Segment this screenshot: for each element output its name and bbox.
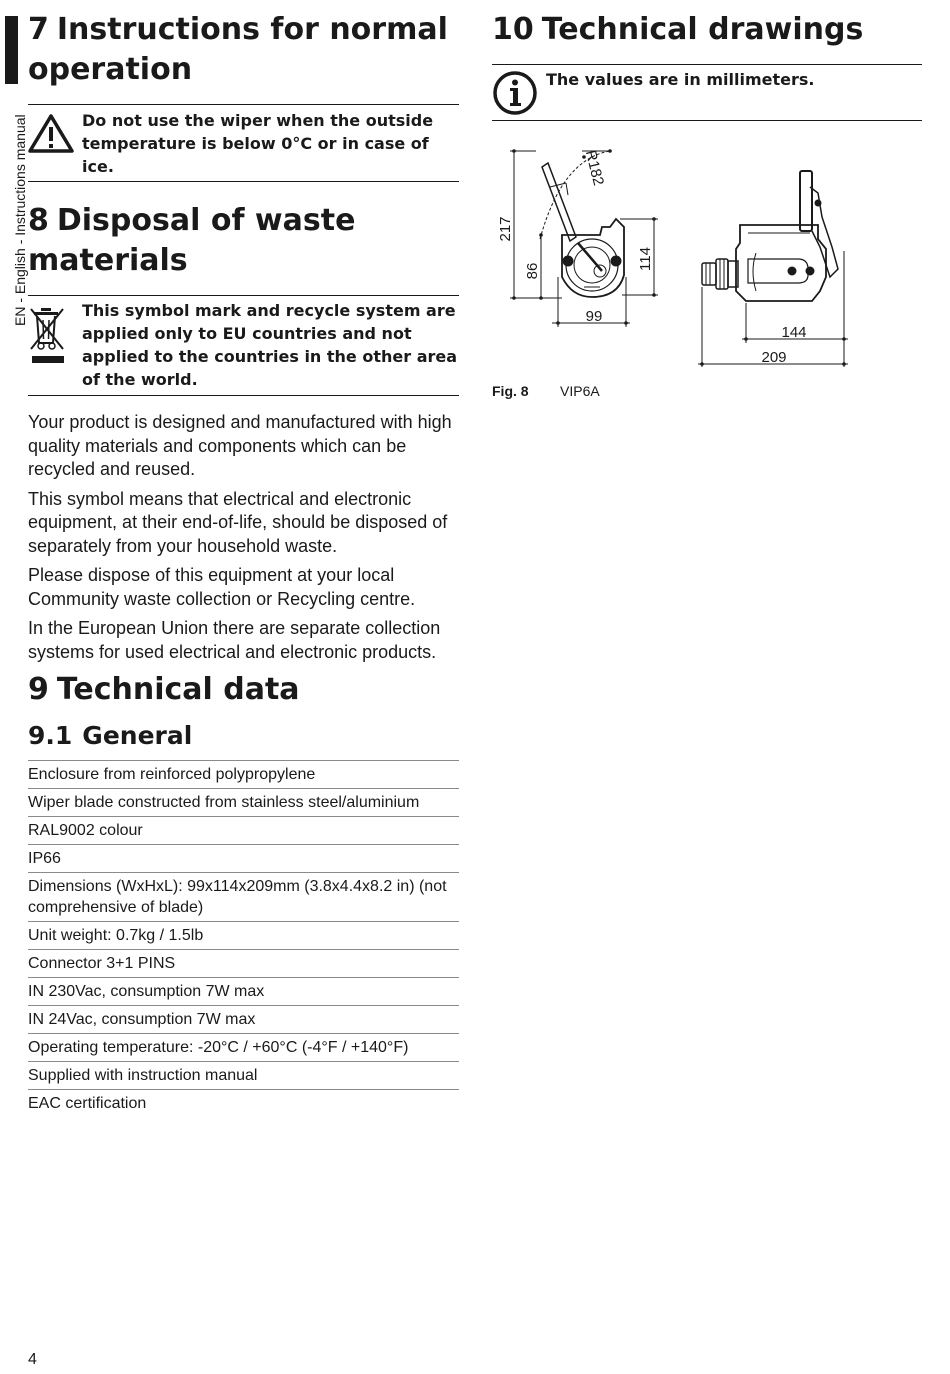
section-8-body	[28, 411, 459, 664]
dim-86-label: 86	[524, 262, 541, 280]
section-10-title: Technical drawings	[541, 12, 864, 47]
section-7-title: Instructions for normal operation	[28, 12, 448, 87]
spec-item: Supplied with instruction manual	[28, 1062, 459, 1090]
section-7-warning	[28, 104, 459, 182]
section-9-1-number: 9.1	[28, 721, 73, 750]
section-10-number: 10	[492, 12, 534, 47]
section-7-heading	[28, 10, 459, 90]
section-9-title: Technical data	[56, 672, 300, 707]
section-8-notice-text: This symbol mark and recycle system are applied only to EU countries and not applied to the countries in the other area of the world.	[82, 301, 458, 389]
dim-217-label: 217	[497, 216, 514, 242]
section-8-paragraph: This symbol means that electrical and electronic equipment, at their end-of-life, should be disposed of separately from your household waste.	[28, 488, 448, 556]
spec-item: RAL9002 colour	[28, 817, 459, 845]
figure-caption-label: Fig. 8	[492, 383, 529, 399]
section-8-paragraph: Please dispose of this equipment at your local Community waste collection or Recycling centre.	[28, 565, 416, 609]
spec-list	[28, 760, 459, 1117]
section-7-number: 7	[28, 12, 49, 47]
dim-144-label: 144	[781, 324, 807, 341]
figure-caption-text: VIP6A	[560, 383, 600, 399]
section-10-heading	[492, 10, 922, 50]
section-10-info	[492, 64, 922, 121]
section-10-info-text: The values are in millimeters.	[546, 70, 815, 89]
spec-item: IN 24Vac, consumption 7W max	[28, 1006, 459, 1034]
dim-99-label: 99	[585, 308, 603, 325]
warning-triangle-icon	[28, 109, 82, 153]
section-7-warning-text: Do not use the wiper when the outside temperature is below 0°C or in case of ice.	[82, 111, 434, 176]
side-tab-label: EN - English - Instructions manual	[12, 114, 28, 326]
section-8-number: 8	[28, 203, 49, 238]
technical-drawing-svg	[492, 147, 852, 367]
info-circle-icon	[492, 68, 546, 116]
technical-drawing	[492, 147, 922, 371]
spec-item: EAC certification	[28, 1095, 147, 1112]
side-tab-marker	[5, 16, 18, 84]
section-9-1-title: General	[82, 721, 193, 750]
spec-item: Unit weight: 0.7kg / 1.5lb	[28, 922, 459, 950]
section-8-title: Disposal of waste materials	[28, 203, 356, 278]
section-8-paragraph: Your product is designed and manufactured with high quality materials and components which can be recycled and reused.	[28, 412, 452, 479]
section-8-paragraph: In the European Union there are separate collection systems for used electrical and electronic products.	[28, 618, 441, 662]
spec-item: Operating temperature: -20°C / +60°C (-4°F / +140°F)	[28, 1034, 459, 1062]
section-9-number: 9	[28, 672, 49, 707]
spec-item: Wiper blade constructed from stainless steel/aluminium	[28, 789, 459, 817]
dim-209-label: 209	[761, 349, 787, 366]
spec-item: Connector 3+1 PINS	[28, 950, 459, 978]
right-column	[492, 10, 922, 399]
figure-caption	[492, 383, 922, 399]
dim-114-label: 114	[637, 247, 654, 271]
weee-bin-icon	[28, 299, 82, 365]
spec-item: Enclosure from reinforced polypropylene	[28, 761, 459, 789]
spec-item: IN 230Vac, consumption 7W max	[28, 978, 459, 1006]
section-9-heading	[28, 670, 459, 710]
spec-item: IP66	[28, 845, 459, 873]
left-column	[28, 10, 459, 1117]
section-8-heading	[28, 201, 459, 281]
section-8-notice	[28, 295, 459, 396]
page-number: 4	[28, 1351, 37, 1368]
section-9-1-heading	[28, 720, 459, 752]
spec-item: Dimensions (WxHxL): 99x114x209mm (3.8x4.4x8.2 in) (not comprehensive of blade)	[28, 873, 459, 922]
dim-r182-label: R182	[581, 148, 607, 188]
